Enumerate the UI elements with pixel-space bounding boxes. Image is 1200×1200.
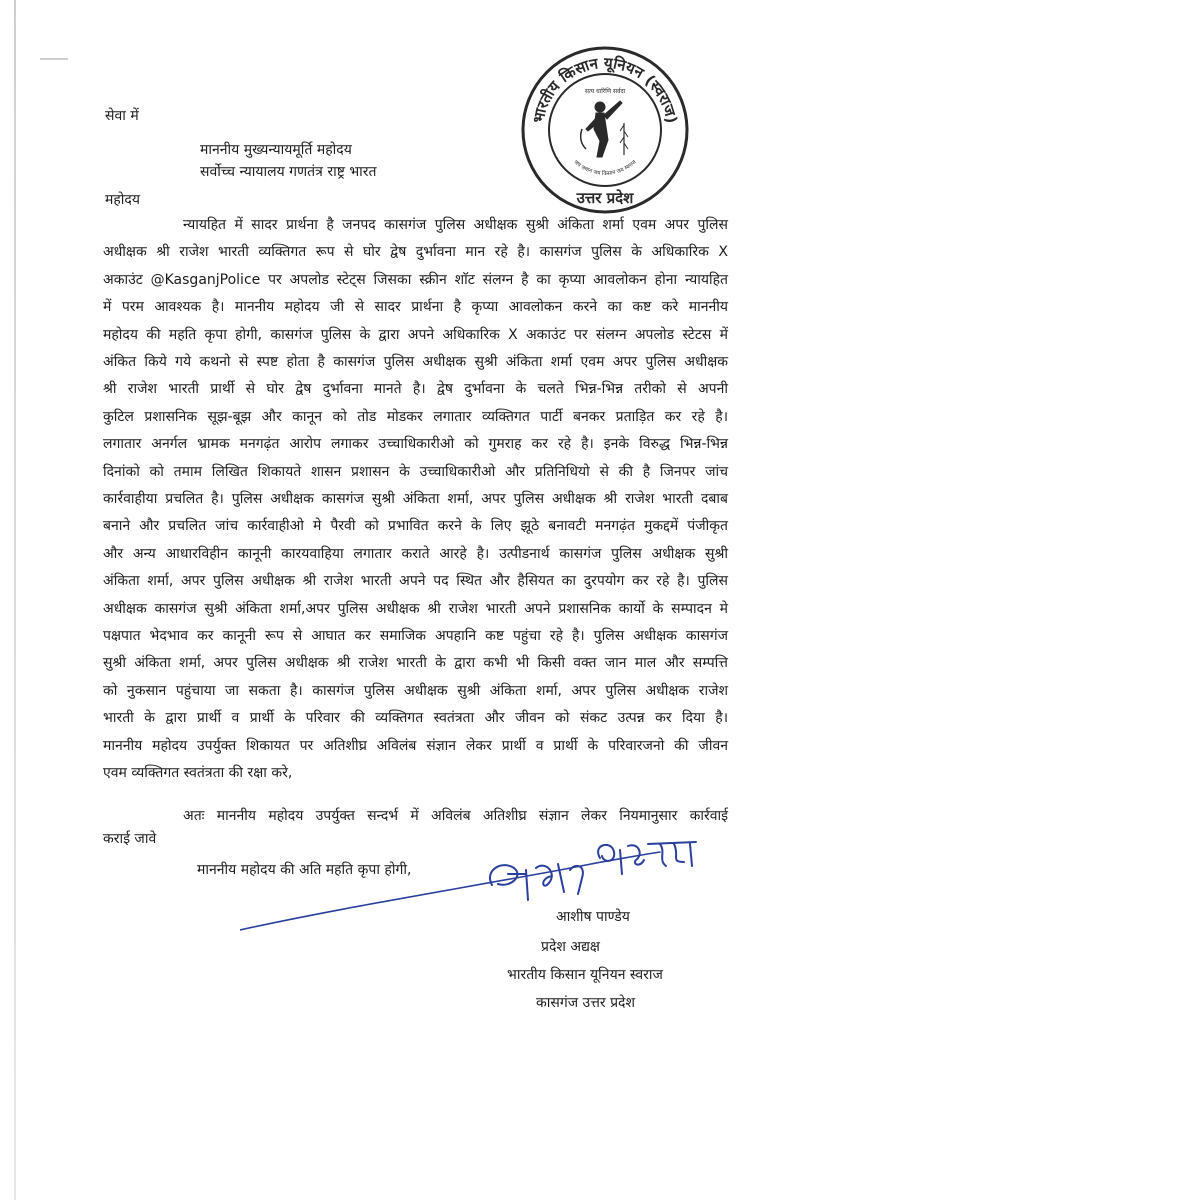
body-line: माननीय महोदय उपर्युक्त शिकायत पर अतिशीघ्र अविलंब संज्ञान लेकर प्रार्थी व प्रार्थी के परिवारजनो की जीवन (103, 737, 729, 754)
seal-state: उत्तर प्रदेश (576, 189, 634, 207)
farmer-emblem-icon (581, 101, 628, 157)
body-line: न्यायहित में सादर प्रार्थना है जनपद कासगंज पुलिस अधीक्षक सुश्री अंकिता शर्मा एवम अपर पुलिस (183, 217, 728, 233)
body-line: और अन्य आधारविहीन कानूनी कारयवाहिया लगातार कराते आरहे है। उत्पीडनार्थ कासगंज पुलिस अधीक्षक सुश्री (103, 545, 728, 562)
scan-corner-mark (40, 58, 68, 68)
seal-slogan: जय जवान जय किसान जय स्वराज (572, 159, 638, 178)
signatory-name: आशीष पाण्डेय (556, 909, 630, 925)
body-line: कुटिल प्रशासनिक सूझ-बूझ और कानून को तोड मोडकर लगातार व्यक्तिगत पार्टी बनकर प्रताड़ित कर रहे है। (103, 408, 728, 425)
closing-line-2: कराई जावे (103, 831, 157, 847)
signatory-location: कासगंज उत्तर प्रदेश (536, 995, 636, 1011)
signatory-title: प्रदेश अद्यक्ष (541, 939, 600, 955)
body-line: अंकित किये गये कथनो से स्पष्ट होता है कासगंज पुलिस अधीक्षक सुश्री अंकिता शर्मा एवम अपर पुलिस अधीक्षक (103, 354, 728, 370)
recipient-line-1: माननीय मुख्यन्यायमूर्ति महोदय (200, 142, 352, 158)
body-line: अधीक्षक श्री राजेश भारती व्यक्तिगत रूप से घोर द्वेष दुर्भावना मान रहे है। कासगंज पुलिस के अधिकारिक X (103, 244, 728, 261)
body-line: अधीक्षक कासगंज सुश्री अंकिता शर्मा,अपर पुलिस अधीक्षक श्री राजेश भारती अपने प्रशासनिक कार्यो के सम्पादन मे (103, 600, 728, 617)
body-line: में परम आवश्यक है। माननीय महोदय जी से सादर प्रार्थना है कृप्या आवलोकन करने का कष्ट करे माननीय (103, 299, 728, 316)
handwritten-signature (240, 830, 710, 940)
body-line: अंकिता शर्मा, अपर पुलिस अधीक्षक श्री राजेश भारती अपने पद स्थित और हैसियत का दुरपयोग कर रहे है। पुलिस (103, 573, 728, 590)
signatory-organization: भारतीय किसान यूनियन स्वराज (507, 967, 663, 983)
body-line: को नुकसान पहुंचाया जा सकता है। कासगंज पुलिस अधीक्षक सुश्री अंकिता शर्मा, अपर पुलिस अधीक्षक राजेश (103, 682, 728, 699)
greeting: महोदय (105, 192, 140, 208)
body-line: एवम व्यक्तिगत स्वतंत्रता की रक्षा करे, (103, 765, 293, 781)
body-line: कार्रवाहीया प्रचलित है। पुलिस अधीक्षक कासगंज सुश्री अंकिता शर्मा, अपर पुलिस अधीक्षक श्री राजेश भारती दबाब (103, 491, 728, 507)
salutation-to: सेवा में (105, 108, 139, 124)
body-line: महोदय की महति कृपा होगी, कासगंज पुलिस के द्वारा अपने अधिकारिक X अकाउंट पर संलग्न अपलोड स्टेटस में (103, 326, 728, 343)
body-line: श्री राजेश भारती प्रार्थी से घोर द्वेष दुर्भावना मानते है। द्वेष दुर्भावना के चलते भिन्न-भिन्न तरीको से अपनी (103, 381, 728, 398)
scan-edge-line (14, 0, 16, 1200)
seal-motto: सत्य धारिणि सर्वदा (584, 88, 626, 95)
body-line: भारती के द्वारा प्रार्थी व प्रार्थी के परिवार की व्यक्तिगत स्वतंत्रता और जीवन को संकट उत्पन्न कर दिया है। (103, 710, 728, 727)
body-line: सुश्री अंकिता शर्मा, अपर पुलिस अधीक्षक श्री राजेश भारती के द्वारा कभी भी किसी वक्त जान माल और सम्पत्ति (103, 655, 728, 672)
organization-seal (520, 45, 690, 215)
recipient-line-2: सर्वोच्च न्यायालय गणतंत्र राष्ट्र भारत (200, 164, 377, 180)
body-line: अकाउंट @KasganjPolice पर अपलोड स्टेट्स जिसका स्क्रीन शाॅट संलग्न है का कृप्या आवलोकन होना न्यायहित (103, 271, 728, 288)
body-line: बनाने और प्रचलित जांच कार्रवाहीओ मे पैरवी को प्रभावित करने के लिए झूठे बनावटी मनगढ़ंत मुकद्दमें पंजीकृत (103, 518, 728, 535)
seal-org-name: भारतीय किसान यूनियन (स्वराज) (529, 53, 681, 125)
courtesy-line: माननीय महोदय की अति महति कृपा होगी, (197, 862, 412, 878)
body-line: पक्षपात भेदभाव कर कानूनी रूप से आघात कर समाजिक अपहानि कष्ट पहुंचा रहे है। पुलिस अधीक्षक कासगंज (103, 628, 728, 644)
closing-line-1: अतः माननीय महोदय उपर्युक्त सन्दर्भ में अविलंब अतिशीघ्र संज्ञान लेकर नियमानुसार कार्रवाई (183, 808, 728, 824)
body-line: दिनांको को तमाम लिखित शिकायते शासन प्रशासन के उच्चाधिकारीओ और प्रतिनिधियो से की है जिनपर जांच (103, 463, 728, 480)
body-line: लगातार अनर्गल भ्रामक मनगढ़ंत आरोप लगाकर उच्चाधिकारीओ को गुमराह कर रहे है। इनके विरुद्ध भिन्न-भिन्न (103, 436, 728, 453)
